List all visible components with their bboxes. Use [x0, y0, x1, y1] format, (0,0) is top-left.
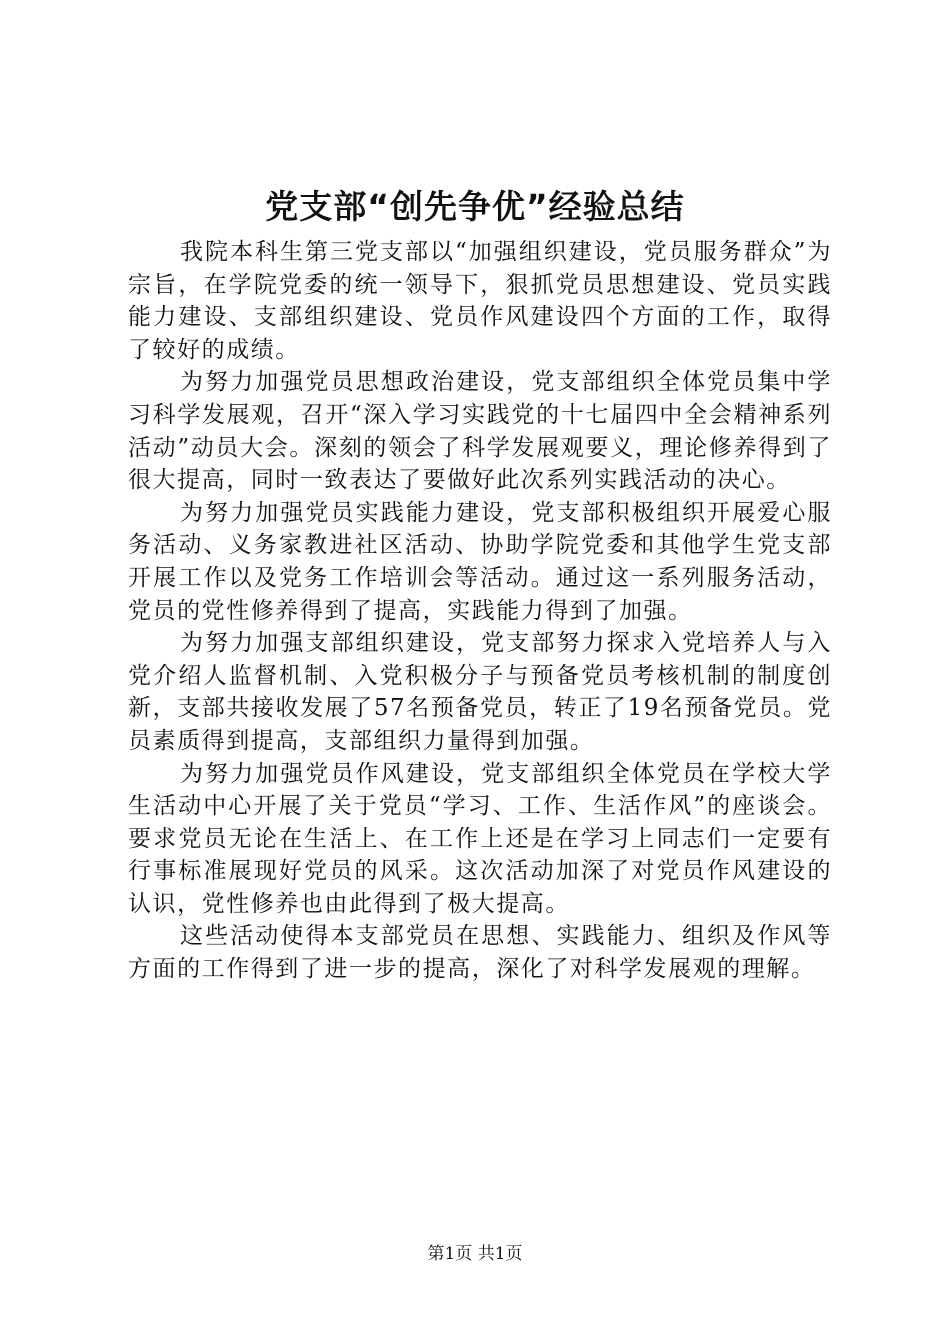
page-footer: 第1页 共1页	[427, 1244, 523, 1264]
paragraph-ideology: 为努力加强党员思想政治建设，党支部组织全体党员集中学习科学发展观，召开“深入学习实践党的十七届四中全会精神系列活动”动员大会。深刻的领会了科学发展观要义，理论修养得到了很大提高，同时一致表达了要做好此次系列实践活动的决心。	[128, 369, 832, 494]
document-body	[128, 236, 832, 986]
paragraph-conclusion: 这些活动使得本支部党员在思想、实践能力、组织及作风等方面的工作得到了进一步的提高，深化了对科学发展观的理解。	[128, 923, 832, 983]
document-title: 党支部“创先争优”经验总结	[265, 187, 685, 226]
paragraph-style: 为努力加强党员作风建设，党支部组织全体党员在学校大学生活动中心开展了关于党员“学习、工作、生活作风”的座谈会。要求党员无论在生活上、在工作上还是在学习上同志们一定要有行事标准展现好党员的风采。这次活动加深了对党员作风建设的认识，党性修养也由此得到了极大提高。	[128, 760, 832, 917]
paragraph-practice: 为努力加强党员实践能力建设，党支部积极组织开展爱心服务活动、义务家教进社区活动、协助学院党委和其他学生党支部开展工作以及党务工作培训会等活动。通过这一系列服务活动，党员的党性修养得到了提高，实践能力得到了加强。	[128, 499, 832, 624]
paragraph-intro: 我院本科生第三党支部以“加强组织建设，党员服务群众”为宗旨，在学院党委的统一领导下，狠抓党员思想建设、党员实践能力建设、支部组织建设、党员作风建设四个方面的工作，取得了较好的成绩。	[128, 239, 832, 363]
paragraph-organization: 为努力加强支部组织建设，党支部努力探求入党培养人与入党介绍人监督机制、入党积极分子与预备党员考核机制的制度创新，支部共接收发展了57名预备党员，转正了19名预备党员。党员素质得到提高，支部组织力量得到加强。	[128, 630, 832, 754]
